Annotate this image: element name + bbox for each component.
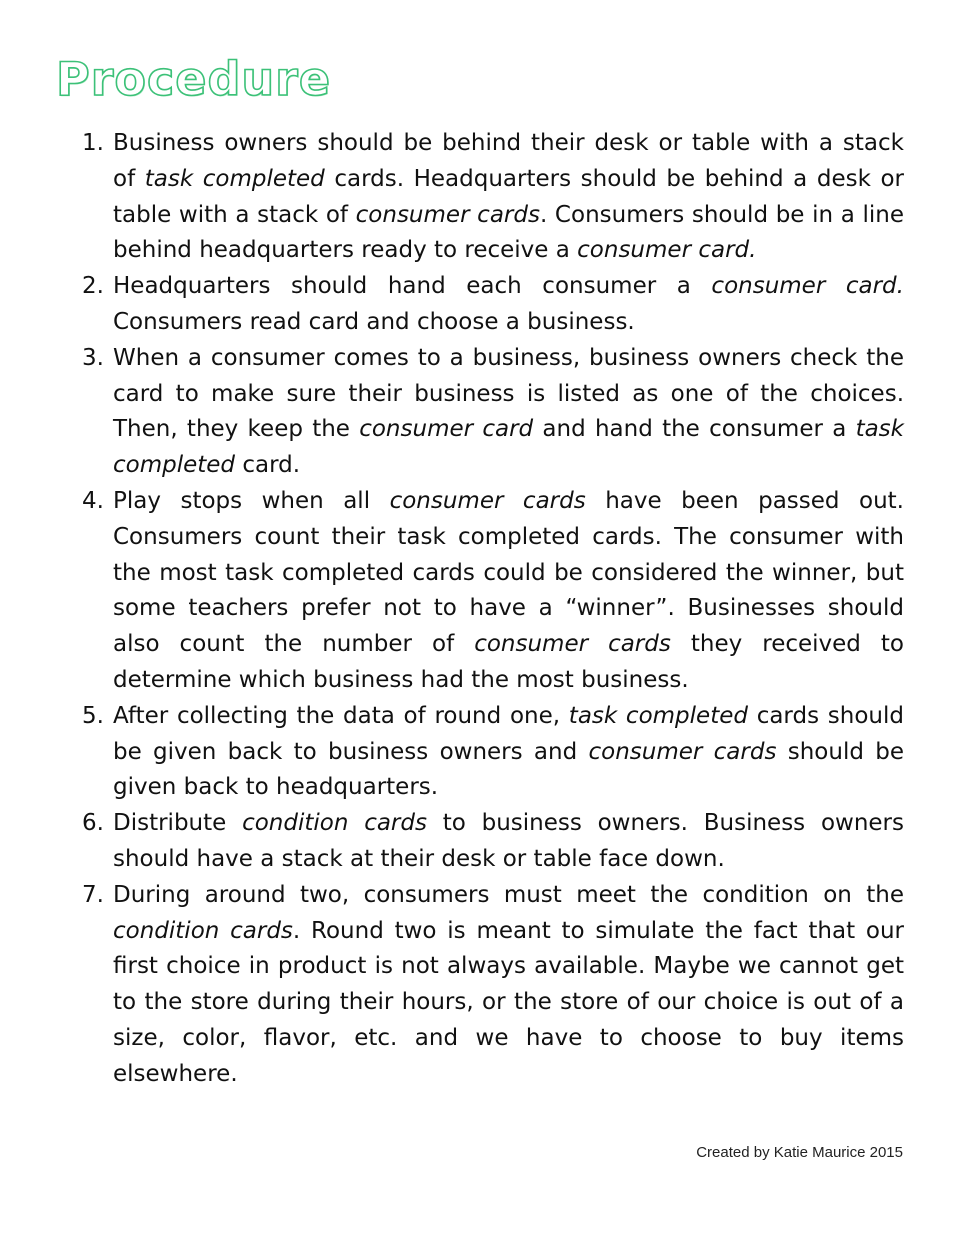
procedure-step bbox=[82, 484, 904, 699]
step-emphasis-text: consumer cards bbox=[355, 201, 540, 228]
procedure-step bbox=[82, 126, 904, 269]
step-emphasis-text: task completed bbox=[113, 416, 904, 479]
procedure-step bbox=[82, 699, 904, 806]
step-emphasis-text: consumer cards bbox=[588, 738, 777, 765]
step-emphasis-text: consumer card. bbox=[577, 237, 757, 264]
step-text: Headquarters should hand each consumer a bbox=[113, 273, 712, 300]
step-text: Play stops when all bbox=[113, 487, 390, 514]
step-text: When a consumer comes to a business, business owners check the card to make sure their business is listed as one of the choices. Then, they keep the bbox=[113, 344, 904, 443]
step-text: . Consumers should be in a line behind headquarters ready to receive a bbox=[113, 201, 904, 264]
step-text: Business owners should be behind their desk or table with a stack of bbox=[113, 130, 904, 192]
procedure-step bbox=[82, 269, 904, 341]
step-number: 2. bbox=[82, 273, 104, 300]
step-text: . Round two is meant to simulate the fact that our first choice in product is not always available. Maybe we cannot get to the store during their hours, or the store of our choice is out of a size, color, flavor, etc. and we have to choose to buy items elsewhere. bbox=[113, 917, 904, 1087]
step-number: 7. bbox=[82, 881, 104, 908]
step-emphasis-text: consumer card bbox=[359, 416, 534, 443]
procedure-list bbox=[82, 126, 904, 1093]
step-text: to business owners. Business owners should have a stack at their desk or table face down. bbox=[113, 810, 904, 872]
step-number: 4. bbox=[82, 487, 104, 514]
step-number: 3. bbox=[82, 344, 104, 371]
procedure-step bbox=[82, 806, 904, 878]
step-text: After collecting the data of round one, bbox=[113, 702, 569, 729]
step-text: and hand the consumer a bbox=[533, 416, 856, 443]
step-text: card. bbox=[235, 452, 301, 479]
procedure-step bbox=[82, 341, 904, 484]
step-emphasis-text: task completed bbox=[568, 702, 748, 729]
step-text: Distribute bbox=[113, 810, 243, 837]
step-text: cards. Headquarters should be behind a desk or table with a stack of bbox=[113, 165, 904, 228]
step-text: have been passed out. Consumers count their task completed cards. The consumer with the most task completed cards could be considered the winner, but some teachers prefer not to have a “winner”. Businesses should also count the number of bbox=[113, 487, 904, 658]
step-text: they received to determine which business had the most business. bbox=[113, 631, 904, 693]
step-number: 5. bbox=[82, 702, 104, 729]
footer-credit: Created by Katie Maurice 2015 bbox=[696, 1144, 903, 1161]
step-number: 6. bbox=[82, 810, 104, 837]
step-text: should be given back to headquarters. bbox=[113, 738, 904, 801]
step-emphasis-text: condition cards bbox=[242, 810, 427, 837]
step-text: cards should be given back to business owners and bbox=[113, 702, 904, 765]
step-text: Consumers read card and choose a business. bbox=[113, 308, 635, 335]
step-emphasis-text: consumer cards bbox=[474, 631, 671, 658]
step-emphasis-text: task completed bbox=[144, 165, 325, 192]
step-emphasis-text: consumer card. bbox=[711, 273, 904, 300]
page-title: Procedure bbox=[56, 52, 332, 106]
step-emphasis-text: consumer cards bbox=[389, 487, 586, 514]
step-number: 1. bbox=[82, 130, 104, 156]
procedure-step bbox=[82, 878, 904, 1093]
step-emphasis-text: condition cards bbox=[113, 917, 293, 944]
step-text: During around two, consumers must meet the condition on the bbox=[113, 881, 904, 908]
